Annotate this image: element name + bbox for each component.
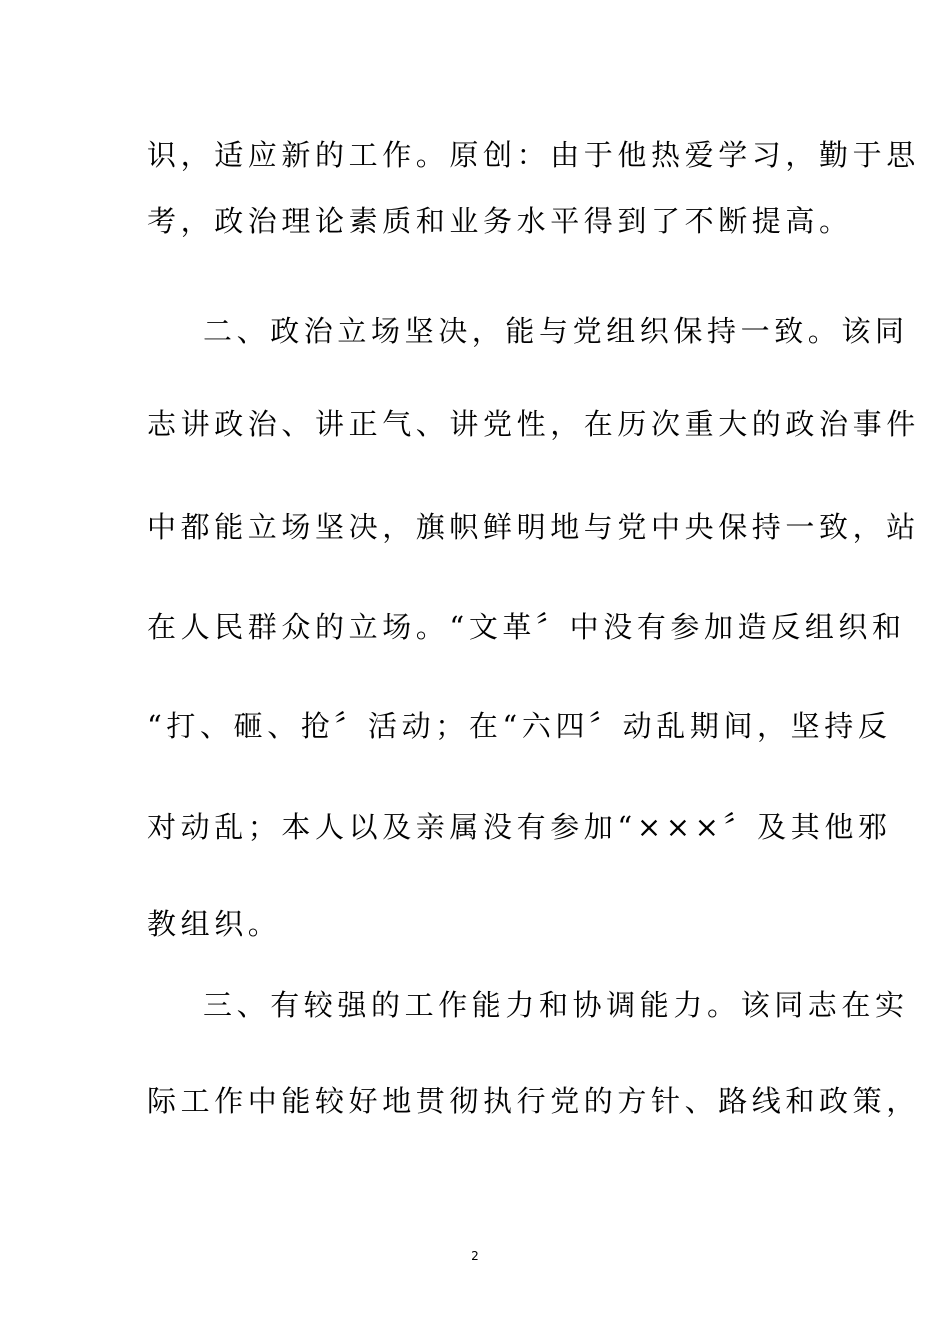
text-line-10: 三、有较强的工作能力和协调能力。该同志在实: [203, 988, 909, 1022]
text-line-5: 中都能立场坚决，旗帜鲜明地与党中央保持一致，站: [147, 510, 920, 544]
text-line-1: 识，适应新的工作。原创：由于他热爱学习，勤于思: [147, 138, 920, 172]
text-line-11: 际工作中能较好地贯彻执行党的方针、路线和政策，: [147, 1084, 920, 1118]
text-line-6: 在人民群众的立场。“文革〞中没有参加造反组织和: [147, 610, 906, 644]
text-line-8: 对动乱；本人以及亲属没有参加“×××〞及其他邪: [147, 810, 892, 844]
text-line-9: 教组织。: [147, 907, 282, 941]
text-line-2: 考，政治理论素质和业务水平得到了不断提高。: [147, 204, 853, 238]
page-number: 2: [471, 1249, 479, 1263]
text-line-3: 二、政治立场坚决，能与党组织保持一致。该同: [203, 314, 909, 348]
text-line-4: 志讲政治、讲正气、讲党性，在历次重大的政治事件: [147, 407, 920, 441]
text-line-7: “打、砸、抢〞活动；在“六四〞动乱期间，坚持反: [147, 709, 892, 743]
